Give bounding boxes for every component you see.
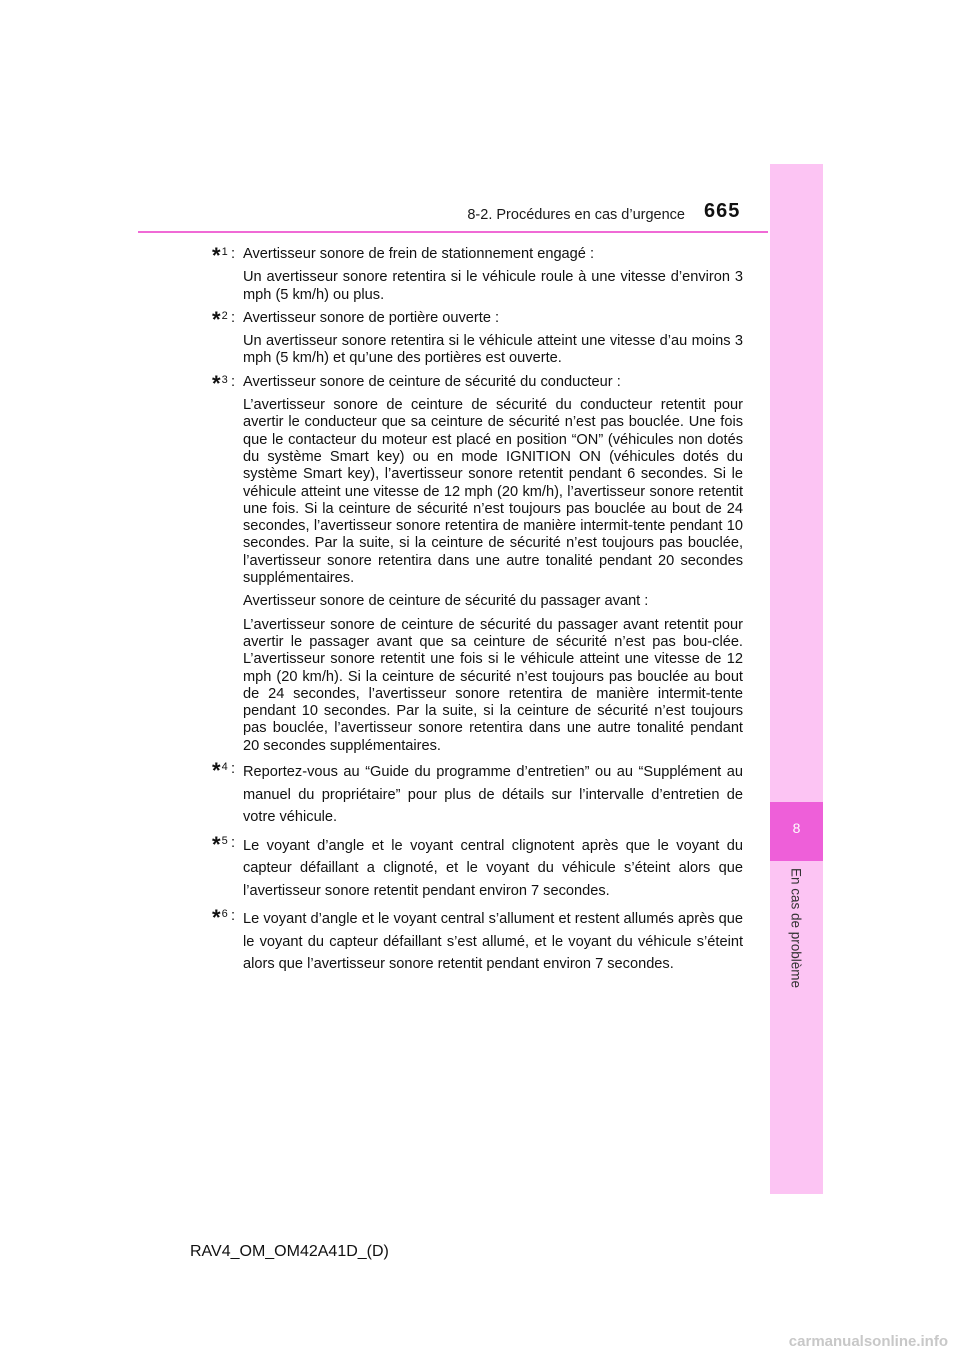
note-body: [243, 269, 743, 304]
note-paragraph: Un avertisseur sonore retentira si le véhicule roule à une vitesse d’environ 3 mph (5 km/h) ou plus.: [243, 269, 743, 303]
note-text: Reportez-vous au “Guide du programme d’entretien” ou au “Supplément au manuel du propriétaire” pour plus de détails sur l’intervalle d’entretien de votre véhicule.: [243, 764, 743, 826]
note-marker: *$^1$: [212, 243, 228, 268]
note-title: Avertisseur sonore de portière ouverte :: [243, 309, 500, 326]
note-text: Le voyant d’angle et le voyant central s’allument et restent allumés après que le voyant du capteur défaillant s’est allumé, et le voyant du véhicule s’éteint alors que l’avertisseur sonore retentit pendant environ 7 secondes.: [243, 911, 743, 973]
note-1: *$^1$ : Avertisseur sonore de frein de stationnement engagé : Un avertisseur sonore retentira si le véhicule roule à une vitesse d’environ 3 mph (5 km/h) ou plus.: [212, 243, 743, 303]
note-marker: *$^2$: [212, 306, 228, 332]
note-marker: *$^5$: [212, 831, 228, 857]
side-tab-label[interactable]: En cas de problème: [788, 867, 804, 989]
note-4: *$^4$ : Reportez-vous au “Guide du programme d’entretien” ou au “Supplément au manuel du propriétaire” pour plus de détails sur l’intervalle d’entretien de votre véhicule.: [212, 761, 743, 829]
note-paragraph: Un avertisseur sonore retentira si le véhicule atteint une vitesse d’au moins 3 mph (5 km/h) et qu’une des portières est ouverte.: [243, 333, 743, 367]
footer-model-code: RAV4_OM_OM42A41D_(D): [190, 1243, 389, 1260]
note-subheading: Avertisseur sonore de ceinture de sécurité du passager avant :: [243, 593, 649, 610]
note-marker: *$^3$: [212, 370, 228, 396]
note-6: *$^6$ : Le voyant d’angle et le voyant central s’allument et restent allumés après que le voyant du capteur défaillant s’est allumé, et le voyant du véhicule s’éteint alors que l’avertisseur sonore retentit pendant environ 7 secondes.: [212, 908, 743, 976]
watermark: carmanualsonline.info: [788, 1333, 948, 1350]
note-body: [243, 333, 743, 368]
note-title: Avertisseur sonore de ceinture de sécurité du conducteur :: [243, 373, 621, 390]
side-tab: [770, 164, 823, 1194]
note-paragraph: L’avertisseur sonore de ceinture de sécurité du passager avant retentit pour avertir le passager avant que sa ceinture de sécurité n’est pas bou-clée. L’avertisseur sonore retentit une fois si le véhicule atteint une vitesse de 12 mph (20 km/h). Si la ceinture de sécurité n’est toujours pas bouclée au bout de 24 secondes, l’avertisseur sonore retentira de manière intermit-tente pendant 10 secondes. Par la suite, si la ceinture de sécurité n’est toujours pas bouclée, l’avertisseur sonore retentira dans une autre tonalité pendant 20 secondes supplémentaires.: [243, 616, 743, 754]
note-paragraph: L’avertisseur sonore de ceinture de sécurité du conducteur retentit pour avertir le conducteur que sa ceinture de sécurité n’est pas bouclée. Une fois que le contacteur du moteur est placé en position “ON” (véhicules non dotés du système Smart key) ou en mode IGNITION ON (véhicules dotés du système Smart key), l’avertisseur sonore retentit pendant 6 secondes. Si le véhicule atteint une vitesse de 12 mph (20 km/h), l’avertisseur sonore retentit une fois. Si la ceinture de sécurité n’est toujours pas bouclée au bout de 24 secondes, l’avertisseur sonore retentira de manière intermit-tente pendant 10 secondes. Par la suite, si la ceinture de sécurité n’est toujours pas bouclée, l’avertisseur sonore retentira dans une autre tonalité pendant 20 secondes supplémentaires.: [243, 397, 743, 587]
note-marker: *$^6$: [212, 905, 228, 931]
side-tab-number: 8: [792, 820, 801, 836]
note-3: *$^3$ : Avertisseur sonore de ceinture de sécurité du conducteur : L’avertisseur sonore de ceinture de sécurité du conducteur retentit pour avertir le conducteur que sa ceinture de sécurité n’est pas bouclée. Une fois que le contacteur du moteur est placé en position “ON” (véhicules non dotés du système Smart key) ou en mode IGNITION ON (véhicules dotés du système Smart key), l’avertisseur sonore retentit pendant 6 secondes. Si le véhicule atteint une vitesse de 12 mph (20 km/h), l’avertisseur sonore retentit une fois. Si la ceinture de sécurité n’est toujours pas bouclée au bout de 24 secondes, l’avertisseur sonore retentira de manière intermit-tente pendant 10 secondes. Par la suite, si la ceinture de sécurité n’est toujours pas bouclée, l’avertisseur sonore retentira dans une autre tonalité pendant 20 secondes supplémentaires. Avertisseur sonore de ceinture de sécurité du passager avant : L’avertisseur sonore de ceinture de sécurité du passager avant retentit pour avertir le passager avant que sa ceinture de sécurité n’est pas bou-clée. L’avertisseur sonore retentit une fois si le véhicule atteint une vitesse de 12 mph (20 km/h). Si la ceinture de sécurité n’est toujours pas bouclée au bout de 24 secondes, l’avertisseur sonore retentira de manière intermit-tente pendant 10 secondes. Par la suite, si la ceinture de sécurité n’est toujours pas bouclée, l’avertisseur sonore retentira dans une autre tonalité pendant 20 secondes supplémentaires.: [212, 370, 743, 754]
note-body: [243, 397, 743, 755]
header-rule: [138, 231, 768, 233]
note-text: Le voyant d’angle et le voyant central clignotent après que le voyant du capteur défaillant a clignoté, et le voyant du véhicule s’éteint alors que l’avertisseur sonore retentit pendant environ 7 secondes.: [243, 837, 743, 899]
note-marker: *$^4$: [212, 758, 228, 784]
chapter-title: 8-2. Procédures en cas d’urgence: [467, 207, 685, 223]
note-5: *$^5$ : Le voyant d’angle et le voyant central clignotent après que le voyant du capteur défaillant a clignoté, et le voyant du véhicule s’éteint alors que l’avertisseur sonore retentit pendant environ 7 secondes.: [212, 835, 743, 903]
note-2: *$^2$ : Avertisseur sonore de portière ouverte : Un avertisseur sonore retentira si le véhicule atteint une vitesse d’au moins 3 mph (5 km/h) et qu’une des portières est ouverte.: [212, 306, 743, 367]
notes-list: [212, 243, 743, 982]
note-title: Avertisseur sonore de frein de stationnement engagé :: [243, 246, 595, 262]
page-number: 665: [704, 200, 741, 222]
